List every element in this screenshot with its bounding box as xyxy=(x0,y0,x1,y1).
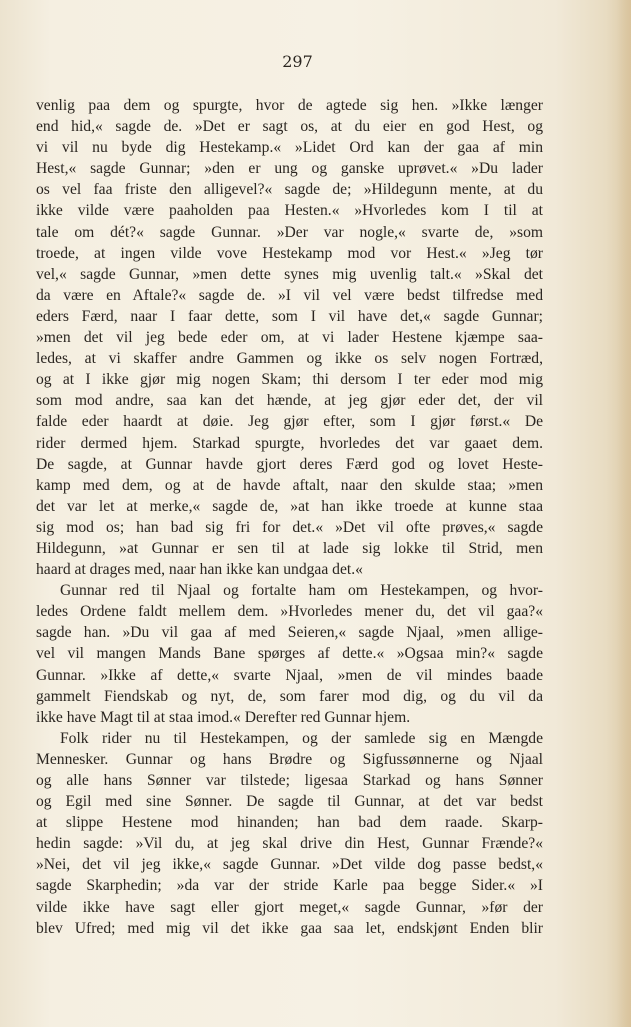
text-line: ledes, at vi skaffer andre Gammen og ikke os selv nogen Fortræd, xyxy=(36,350,543,368)
text-line: vilde ikke have sagt eller gjort meget,« sagde Gunnar, »før der xyxy=(36,898,543,916)
text-line: ikke have Magt til at staa imod.« Derefter red Gunnar hjem. xyxy=(36,708,411,726)
text-line: Folk rider nu til Hestekampen, og der samlede sig en Mængde xyxy=(60,729,543,747)
text-line: at slippe Hestene mod hinanden; han bad dem raade. Skarp- xyxy=(36,814,543,832)
text-line: vel,« sagde Gunnar, »men dette synes mig uvenlig talt.« »Skal det xyxy=(36,265,543,283)
text-line: sagde Skarphedin; »da var der stride Karle paa begge Sider.« »I xyxy=(36,877,543,895)
text-line: Hildegunn, »at Gunnar er sen til at lade sig lokke til Strid, men xyxy=(36,539,543,557)
text-line: Hest,« sagde Gunnar; »den er ung og ganske uprøvet.« »Du lader xyxy=(36,160,543,178)
text-line: »Nei, det vil jeg ikke,« sagde Gunnar. »Det vilde dog passe bedst,« xyxy=(36,856,543,874)
text-line: som mod andre, saa kan det hænde, at jeg gjør eder det, der vil xyxy=(36,392,543,410)
text-line: Mennesker. Gunnar og hans Brødre og Sigfussønnerne og Njaal xyxy=(36,750,543,768)
text-line: kamp med dem, og at de havde aftalt, naar den skulde staa; »men xyxy=(36,476,543,494)
text-line: Gunnar. »Ikke af dette,« svarte Njaal, »men de vil mindes baade xyxy=(36,666,543,684)
text-line: haard at drages med, naar han ikke kan undgaa det.« xyxy=(36,561,363,579)
text-line: rider dermed hjem. Starkad spurgte, hvorledes det var gaaet dem. xyxy=(36,434,543,452)
text-line: og Egil med sine Sønner. De sagde til Gunnar, at det var bedst xyxy=(36,793,543,811)
text-line: troede, at ingen vilde vove Hestekamp mod vor Hest.« »Jeg tør xyxy=(36,244,543,262)
text-line: vel vil mangen Mands Bane spørges af dette.« »Ogsaa min?« sagde xyxy=(36,645,543,663)
text-line: venlig paa dem og spurgte, hvor de agtede sig hen. »Ikke længer xyxy=(36,97,543,114)
text-line: vi vil nu byde dig Hestekamp.« »Lidet Ord kan der gaa af min xyxy=(36,139,543,157)
page-edge-shadow xyxy=(617,0,631,1027)
text-line: os vel faa friste den alligevel?« sagde de; »Hildegunn mente, at du xyxy=(36,181,543,199)
text-line: tale om dét?« sagde Gunnar. »Der var nogle,« svarte de, »som xyxy=(36,223,543,241)
text-line: blev Ufred; med mig vil det ikke gaa saa let, endskjønt Enden blir xyxy=(36,919,543,937)
text-line: og alle hans Sønner var tilstede; ligesaa Starkad og hans Sønner xyxy=(36,772,543,789)
text-line: det var let at merke,« sagde de, »at han ikke troede at kunne staa xyxy=(36,497,543,515)
text-line: sagde han. »Du vil gaa af med Seieren,« sagde Njaal, »men allige- xyxy=(36,624,543,642)
text-line: ikke vilde være paaholden paa Hesten.« »Hvorledes kom I til at xyxy=(36,202,543,220)
text-line: da være en Aftale?« sagde de. »I vil vel være bedst tilfredse med xyxy=(36,286,543,304)
text-line: end hid,« sagde de. »Det er sagt os, at du eier en god Hest, og xyxy=(36,118,543,136)
text-line: eders Færd, naar I faar dette, som I vil have det,« sagde Gunnar; xyxy=(36,307,543,325)
text-line: hedin sagde: »Vil du, at jeg skal drive din Hest, Gunnar Frænde?« xyxy=(36,835,543,853)
page-number: 297 xyxy=(282,52,313,71)
text-line: og at I ikke gjør mig nogen Skam; thi dersom I ter eder mod mig xyxy=(36,371,543,389)
text-line: gammelt Fiendskab og nyt, de, som farer mod dig, og du vil da xyxy=(36,687,543,705)
text-line: falde eder haardt at døie. Jeg gjør efter, som I gjør først.« De xyxy=(36,413,543,431)
text-line: Gunnar red til Njaal og fortalte ham om Hestekampen, og hvor- xyxy=(60,582,543,600)
text-line: ledes Ordene faldt mellem dem. »Hvorledes mener du, det vil gaa?« xyxy=(36,603,543,621)
text-line: De sagde, at Gunnar havde gjort deres Færd god og lovet Heste- xyxy=(36,455,543,473)
text-line: sig mod os; han bad sig fri for det.« »Det vil ofte prøves,« sagde xyxy=(36,518,543,536)
text-line: »men det vil jeg bede eder om, at vi lader Hestene kjæmpe saa- xyxy=(36,329,543,347)
body-text xyxy=(36,95,543,939)
